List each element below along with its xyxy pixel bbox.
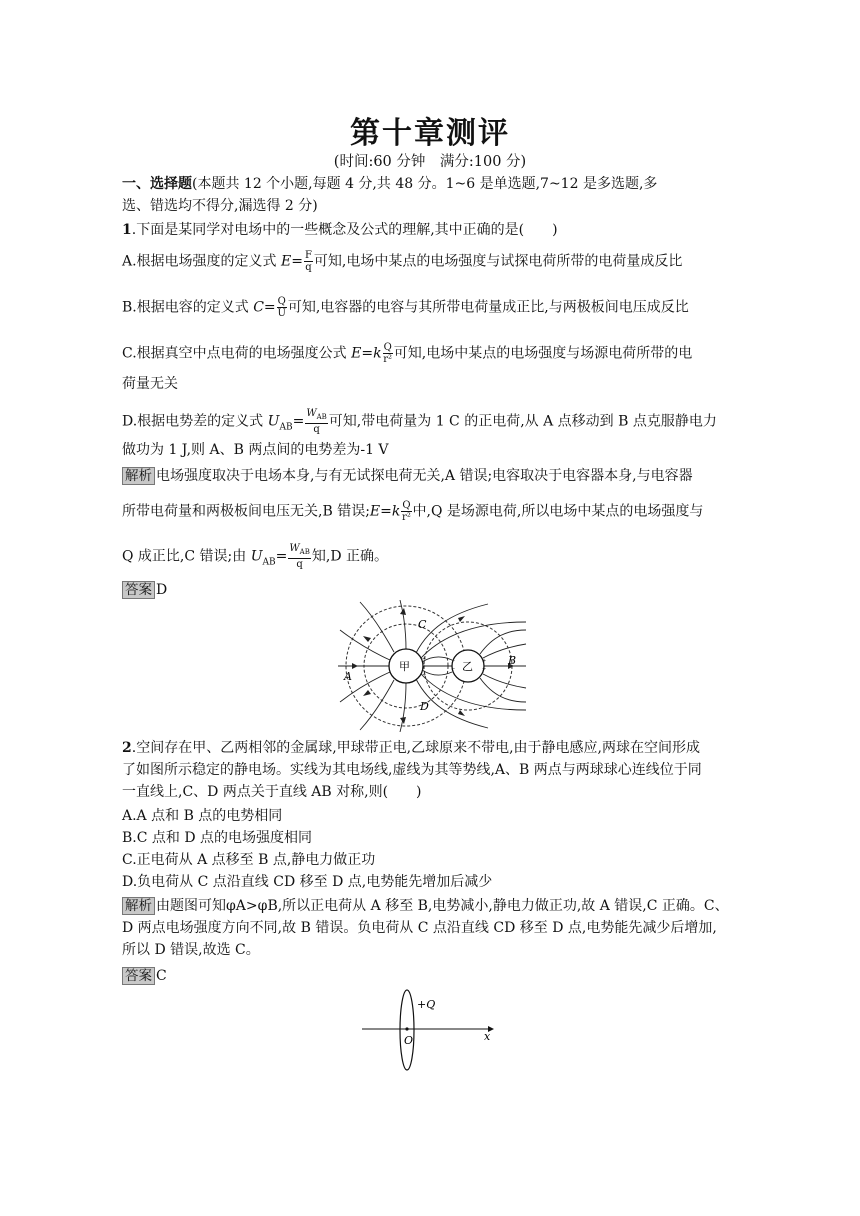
q2-option-b: B.C 点和 D 点的电场强度相同 bbox=[122, 830, 313, 846]
page-subtitle: (时间:60 分钟 满分:100 分) bbox=[333, 154, 527, 170]
fraction: $\frac{Q}{U}$ bbox=[277, 296, 286, 319]
svg-text:+: + bbox=[482, 666, 487, 672]
q2-option-d: D.负电荷从 C 点沿直线 CD 移至 D 点,电势能先增加后减少 bbox=[122, 874, 493, 890]
svg-text:+: + bbox=[422, 664, 427, 670]
q1-option-d-line2: 做功为 1 J,则 A、B 两点间的电势差为-1 V bbox=[122, 442, 389, 458]
section-description: 一、选择题(本题共 12 个小题,每题 4 分,共 48 分。1~6 是单选题,7~12 是多选题,多 bbox=[122, 176, 658, 192]
section-description-line2: 选、错选均不得分,漏选得 2 分) bbox=[122, 198, 318, 214]
svg-text:+: + bbox=[482, 658, 487, 664]
figure-electric-field bbox=[338, 600, 528, 732]
question-2-stem-line3: 一直线上,C、D 两点关于直线 AB 对称,则( ) bbox=[122, 784, 422, 800]
question-2-stem-line2: 了如图所示稳定的静电场。实线为其电场线,虚线为其等势线,A、B 两点与两球球心连线位于同 bbox=[122, 762, 702, 778]
q1-option-b: B.根据电容的定义式 C= $\frac{Q}{U}$ 可知,电容器的电容与其所带电荷量成正比,与两极板间电压成反比 bbox=[122, 296, 689, 319]
q1-option-a: A.根据电场强度的定义式 E= $\frac{F}{q}$ 可知,电场中某点的电场强度与试探电荷所带的电荷量成反比 bbox=[122, 250, 683, 273]
charge-label: +Q bbox=[417, 998, 436, 1011]
point-label-a: A bbox=[344, 670, 352, 683]
q1-analysis-line2: 所带电荷量和两极板间电压无关,B 错误;E=k $\frac{Q}{\text{r²}}$ 中,Q 是场源电荷,所以电场中某点的电场强度与 bbox=[122, 500, 704, 523]
answer-value: C bbox=[156, 968, 167, 984]
q2-analysis-line2: D 两点电场强度方向不同,故 B 错误。负电荷从 C 点沿直线 CD 移至 D 点,电势能先减少后增加, bbox=[122, 920, 717, 936]
q1-analysis: 解析 电场强度取决于电场本身,与有无试探电荷无关,A 错误;电容取决于电容器本身,与电容器 bbox=[122, 466, 742, 486]
section-heading: 一、选择题 bbox=[122, 176, 192, 192]
fraction: $\frac{F}{q}$ bbox=[304, 250, 312, 273]
question-1-stem: 1.下面是某同学对电场中的一些概念及公式的理解,其中正确的是( ) bbox=[122, 222, 558, 238]
analysis-tag: 解析 bbox=[122, 467, 155, 485]
page-title: 第十章测评 bbox=[350, 116, 510, 151]
svg-text:−: − bbox=[451, 658, 456, 664]
q1-option-c-line2: 荷量无关 bbox=[122, 376, 178, 392]
answer-tag: 答案 bbox=[122, 967, 155, 985]
origin-label: O bbox=[404, 1034, 414, 1047]
q1-answer bbox=[122, 580, 742, 600]
answer-tag: 答案 bbox=[122, 581, 155, 599]
q1-option-d: D.根据电势差的定义式 $U_{AB}=$ $\frac{W_{AB}}{q}$ 可知,带电荷量为 1 C 的正电荷,从 A 点移动到 B 点克服静电力 bbox=[122, 408, 717, 435]
q2-answer bbox=[122, 966, 742, 986]
q2-option-a: A.A 点和 B 点的电势相同 bbox=[122, 808, 283, 824]
point-label-c: C bbox=[418, 618, 427, 631]
q1-option-c: C.根据真空中点电荷的电场强度公式 E=k $\frac{Q}{\text{r²}}$ 可知,电场中某点的电场强度与场源电荷所带的电 bbox=[122, 342, 693, 365]
answer-value: D bbox=[156, 582, 168, 598]
fraction: $\frac{W_{AB}}{q}$ bbox=[289, 543, 310, 570]
q2-analysis: 解析 由题图可知φA>φB,所以正电荷从 A 移至 B,电势减小,静电力做正功,故 A 错误,C 正确。C、 bbox=[122, 896, 742, 916]
svg-text:−: − bbox=[451, 666, 456, 672]
fraction: $\frac{Q}{\text{r²}}$ bbox=[402, 500, 411, 523]
svg-text:+: + bbox=[422, 656, 427, 662]
fraction: $\frac{W_{AB}}{q}$ bbox=[306, 408, 327, 435]
question-2-stem: 2.空间存在甲、乙两相邻的金属球,甲球带正电,乙球原来不带电,由于静电感应,两球在空间形成 bbox=[122, 740, 700, 756]
sphere-label-left: 甲 bbox=[399, 660, 410, 673]
figure-charged-ring bbox=[360, 986, 500, 1078]
analysis-tag: 解析 bbox=[122, 897, 155, 915]
q1-analysis-line3: Q 成正比,C 错误;由 $U_{AB}=$ $\frac{W_{AB}}{q}$ 知,D 正确。 bbox=[122, 543, 388, 570]
svg-text:+: + bbox=[422, 672, 427, 678]
q2-analysis-line3: 所以 D 错误,故选 C。 bbox=[122, 942, 260, 958]
point-label-b: B bbox=[508, 654, 517, 667]
fraction: $\frac{Q}{\text{r²}}$ bbox=[383, 342, 393, 365]
axis-label: x bbox=[484, 1030, 491, 1043]
q2-option-c: C.正电荷从 A 点移至 B 点,静电力做正功 bbox=[122, 852, 376, 868]
sphere-label-right: 乙 bbox=[462, 660, 473, 673]
point-label-d: D bbox=[420, 700, 429, 713]
